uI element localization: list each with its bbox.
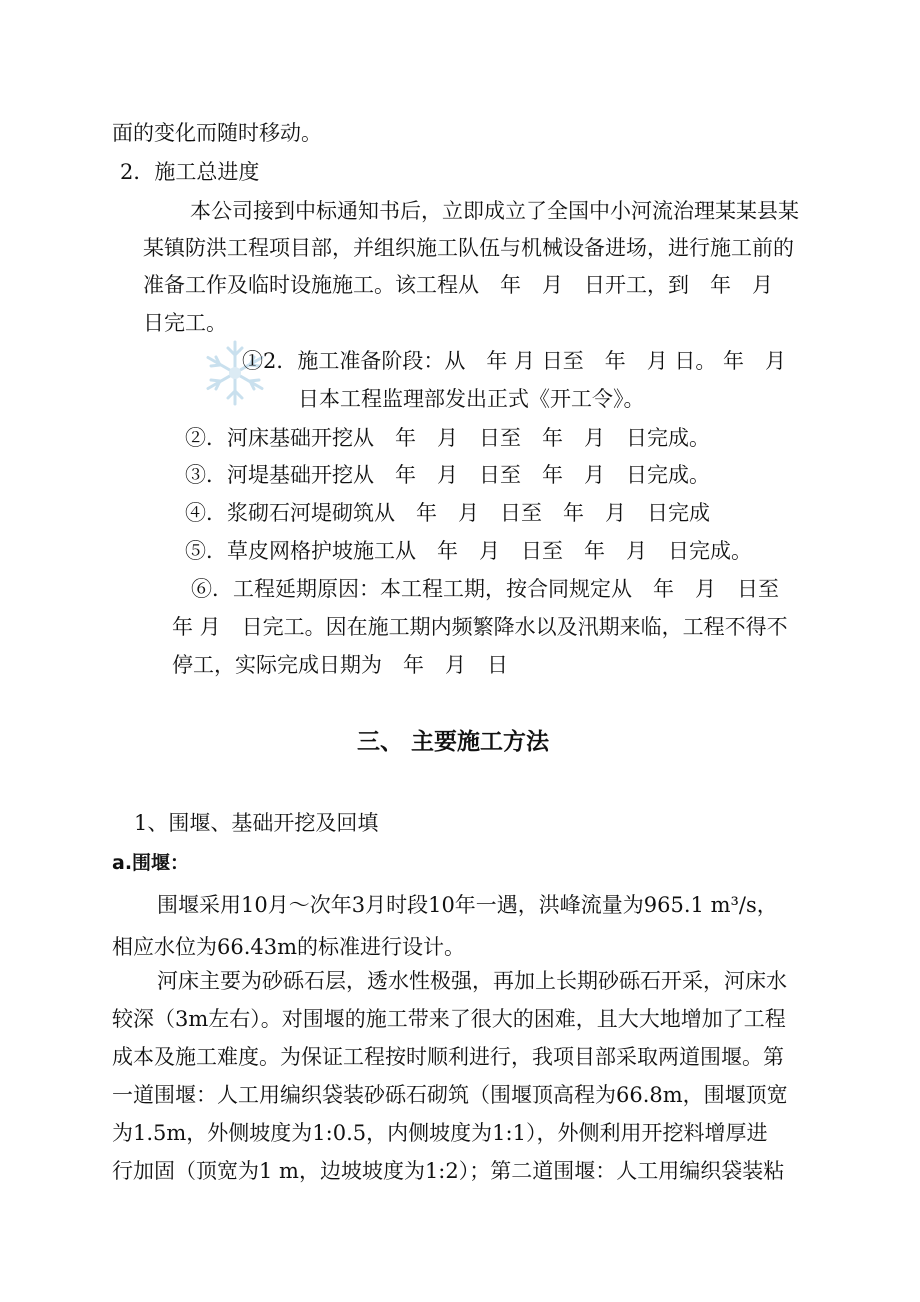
list-item: ②．河床基础开挖从 年 月 日至 年 月 日完成。 (185, 426, 710, 450)
text-line: 年 月 日完工。因在施工期内频繁降水以及汛期来临，工程不得不 (172, 615, 788, 639)
text-line: 行加固（顶宽为1 m，边坡坡度为1:2）；第二道围堰：人工用编织袋装粘 (112, 1159, 785, 1183)
section-heading: 2．施工总进度 (120, 160, 260, 184)
list-item: ④．浆砌石河堤砌筑从 年 月 日至 年 月 日完成 (185, 501, 710, 525)
text-line: 面的变化而随时移动。 (112, 121, 322, 145)
chapter-title: 三、 主要施工方法 (357, 729, 550, 755)
list-item: ①2．施工准备阶段：从 年 月 日至 年 月 日。 年 月 (242, 349, 787, 373)
list-item: ⑥．工程延期原因：本工程工期，按合同规定从 年 月 日至 (191, 577, 779, 601)
text-line: 日完工。 (143, 311, 227, 335)
list-item: ③．河堤基础开挖从 年 月 日至 年 月 日完成。 (185, 463, 710, 487)
text-line: 相应水位为66.43m的标准进行设计。 (112, 935, 466, 959)
text-line: 本公司接到中标通知书后，立即成立了全国中小河流治理某某县某 (190, 199, 799, 223)
text-line: 某镇防洪工程项目部，并组织施工队伍与机械设备进场，进行施工前的 (143, 236, 794, 260)
list-item: ⑤．草皮网格护坡施工从 年 月 日至 年 月 日完成。 (185, 539, 752, 563)
subsection-heading: a.围堰： (112, 852, 190, 874)
text-line: 围堰采用10月～次年3月时段10年一遇，洪峰流量为965.1 m³/s， (157, 893, 778, 917)
section-heading: 1、围堰、基础开挖及回填 (134, 811, 379, 835)
text-line: 停工，实际完成日期为 年 月 日 (172, 653, 508, 677)
text-line: 较深（3m左右）。对围堰的施工带来了很大的困难，且大大地增加了工程 (112, 1007, 786, 1031)
text-line: 河床主要为砂砾石层，透水性极强，再加上长期砂砾石开采，河床水 (157, 969, 787, 993)
text-line: 准备工作及临时设施施工。该工程从 年 月 日开工，到 年 月 (143, 273, 773, 297)
text-line: 成本及施工难度。为保证工程按时顺利进行，我项目部采取两道围堰。第 (112, 1045, 784, 1069)
text-line: 为1.5m，外侧坡度为1:0.5，内侧坡度为1:1），外侧利用开挖料增厚进 (112, 1121, 768, 1145)
text-line: 一道围堰：人工用编织袋装砂砾石砌筑（围堰顶高程为66.8m，围堰顶宽 (112, 1083, 788, 1107)
text-line: 日本工程监理部发出正式《开工令》。 (298, 387, 645, 411)
